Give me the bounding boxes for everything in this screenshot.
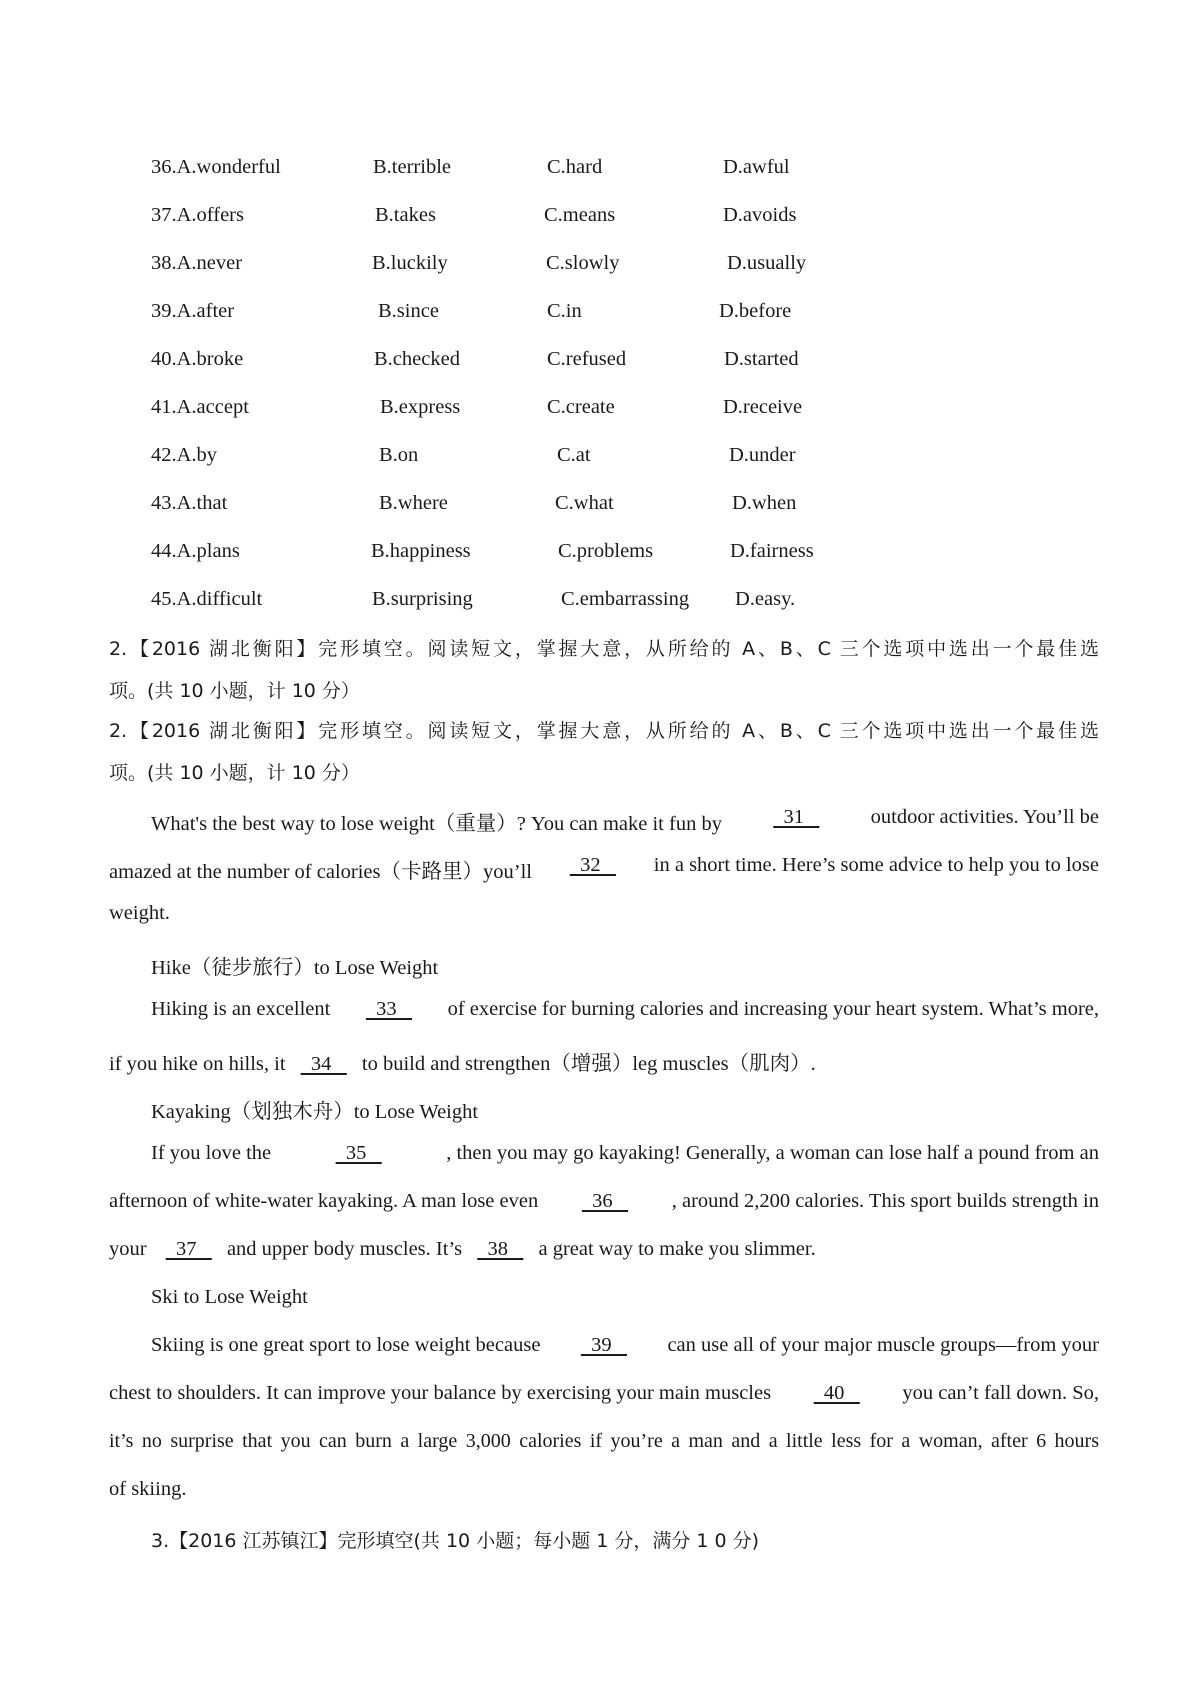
blank-32: 32 bbox=[569, 854, 616, 876]
option-b: B.on bbox=[379, 444, 419, 466]
option-c: C.in bbox=[547, 300, 582, 322]
passage-text: and upper body muscles. It’s bbox=[226, 1238, 463, 1260]
passage-p4-line3 bbox=[109, 1430, 1099, 1453]
option-b: B.terrible bbox=[373, 156, 451, 178]
option-row bbox=[151, 588, 1051, 614]
heading-ski-text: Ski to Lose Weight bbox=[151, 1286, 308, 1308]
passage-p1-line3 bbox=[109, 902, 170, 925]
passage-text: to build and strengthen（增强）leg muscles（肌肉）. bbox=[361, 1053, 816, 1075]
option-a: 38.A.never bbox=[151, 252, 243, 274]
option-b: B.happiness bbox=[371, 540, 471, 562]
passage-text: weight. bbox=[109, 902, 170, 924]
section2-header-line2 bbox=[109, 676, 360, 703]
option-a: 36.A.wonderful bbox=[151, 156, 281, 178]
option-d: D.started bbox=[724, 348, 799, 370]
option-d: D.when bbox=[732, 492, 797, 514]
option-d: D.under bbox=[729, 444, 796, 466]
passage-p4-line4 bbox=[109, 1478, 186, 1501]
option-row bbox=[151, 300, 1051, 326]
option-row bbox=[151, 540, 1051, 566]
option-c: C.embarrassing bbox=[561, 588, 690, 610]
passage-text: amazed at the number of calories（卡路里）you’ll bbox=[109, 861, 532, 883]
option-a: 41.A.accept bbox=[151, 396, 249, 418]
section2-header-repeat-text2: 项。(共 10 小题，计 10 分） bbox=[109, 762, 360, 784]
passage-text: afternoon of white-water kayaking. A man lose even bbox=[109, 1190, 539, 1212]
blank-33: 33 bbox=[365, 998, 413, 1020]
option-d: D.receive bbox=[723, 396, 803, 418]
passage-text: , then you may go kayaking! Generally, a woman can lose half a pound from an bbox=[446, 1142, 1099, 1164]
section2-header-repeat-line1 bbox=[109, 716, 1099, 743]
option-c: C.means bbox=[544, 204, 616, 226]
passage-text: Hiking is an excellent bbox=[151, 998, 331, 1020]
option-a: 43.A.that bbox=[151, 492, 228, 514]
passage-text: chest to shoulders. It can improve your balance by exercising your main muscles bbox=[109, 1382, 772, 1404]
option-d: D.before bbox=[719, 300, 792, 322]
passage-text: What's the best way to lose weight（重量）? You can make it fun by bbox=[151, 813, 722, 835]
option-b: B.since bbox=[378, 300, 439, 322]
passage-p1-line1 bbox=[151, 806, 1099, 836]
option-b: B.where bbox=[379, 492, 448, 514]
passage-p1-line2 bbox=[109, 854, 1099, 884]
section2-header-repeat-text: 2.【2016 湖北衡阳】完形填空。阅读短文，掌握大意，从所给的 A、B、C 三个选项中选出一个最佳选 bbox=[109, 720, 1099, 742]
passage-p3-line3 bbox=[109, 1238, 816, 1261]
blank-34: 34 bbox=[300, 1053, 347, 1075]
heading-kayaking-text: Kayaking（划独木舟）to Lose Weight bbox=[151, 1101, 479, 1123]
option-c: C.at bbox=[557, 444, 591, 466]
passage-text: you can’t fall down. So, bbox=[902, 1382, 1099, 1404]
heading-hike-text: Hike（徒步旅行）to Lose Weight bbox=[151, 957, 439, 979]
passage-text: can use all of your major muscle groups—from your bbox=[667, 1334, 1099, 1356]
option-a: 42.A.by bbox=[151, 444, 218, 466]
heading-hike bbox=[151, 950, 438, 980]
passage-text: of exercise for burning calories and increasing your heart system. What’s more, bbox=[447, 998, 1099, 1020]
section2-header-text: 2.【2016 湖北衡阳】完形填空。阅读短文，掌握大意，从所给的 A、B、C 三个选项中选出一个最佳选 bbox=[109, 638, 1099, 660]
blank-37: 37 bbox=[165, 1238, 212, 1260]
option-a: 44.A.plans bbox=[151, 540, 240, 562]
option-b: B.surprising bbox=[372, 588, 473, 610]
blank-38: 38 bbox=[477, 1238, 524, 1260]
heading-ski bbox=[151, 1286, 308, 1309]
option-d: D.easy. bbox=[735, 588, 796, 610]
option-a: 39.A.after bbox=[151, 300, 235, 322]
passage-p3-line2 bbox=[109, 1190, 1099, 1213]
blank-36: 36 bbox=[581, 1190, 629, 1212]
passage-text: outdoor activities. You’ll be bbox=[870, 806, 1099, 828]
section3-header-text: 3.【2016 江苏镇江】完形填空(共 10 小题；每小题 1 分，满分 1 0 分) bbox=[151, 1530, 760, 1552]
blank-40: 40 bbox=[813, 1382, 860, 1404]
blank-31: 31 bbox=[773, 806, 820, 828]
option-row bbox=[151, 252, 1051, 278]
option-b: B.takes bbox=[375, 204, 436, 226]
option-row bbox=[151, 348, 1051, 374]
option-c: C.hard bbox=[547, 156, 603, 178]
option-row bbox=[151, 156, 1051, 182]
passage-text: a great way to make you slimmer. bbox=[538, 1238, 816, 1260]
option-row bbox=[151, 492, 1051, 518]
option-row bbox=[151, 396, 1051, 422]
passage-text: it’s no surprise that you can burn a large 3,000 calories if you’re a man and a little less for a woman, after 6 hours bbox=[109, 1430, 1099, 1452]
passage-text: Skiing is one great sport to lose weight because bbox=[151, 1334, 541, 1356]
option-c: C.problems bbox=[558, 540, 654, 562]
blank-35: 35 bbox=[335, 1142, 382, 1164]
option-d: D.awful bbox=[723, 156, 790, 178]
passage-text: in a short time. Here’s some advice to help you to lose bbox=[653, 854, 1099, 876]
section3-header bbox=[151, 1526, 759, 1553]
option-c: C.slowly bbox=[546, 252, 620, 274]
section2-header-line1 bbox=[109, 634, 1099, 661]
option-c: C.refused bbox=[547, 348, 627, 370]
option-d: D.avoids bbox=[723, 204, 797, 226]
option-c: C.create bbox=[547, 396, 615, 418]
passage-p4-line1 bbox=[151, 1334, 1099, 1357]
option-a: 37.A.offers bbox=[151, 204, 244, 226]
option-d: D.fairness bbox=[730, 540, 814, 562]
passage-p4-line2 bbox=[109, 1382, 1099, 1405]
passage-text: If you love the bbox=[151, 1142, 272, 1164]
passage-text: , around 2,200 calories. This sport builds strength in bbox=[671, 1190, 1099, 1212]
option-row bbox=[151, 444, 1051, 470]
passage-p2-line1 bbox=[151, 998, 1099, 1021]
option-a: 45.A.difficult bbox=[151, 588, 263, 610]
option-a: 40.A.broke bbox=[151, 348, 244, 370]
passage-text: of skiing. bbox=[109, 1478, 187, 1500]
option-d: D.usually bbox=[727, 252, 807, 274]
passage-p2-line2 bbox=[109, 1046, 816, 1076]
option-b: B.express bbox=[380, 396, 461, 418]
blank-39: 39 bbox=[580, 1334, 627, 1356]
heading-kayaking bbox=[151, 1094, 478, 1124]
section2-header-text2: 项。(共 10 小题，计 10 分） bbox=[109, 680, 360, 702]
option-b: B.luckily bbox=[372, 252, 448, 274]
passage-text: if you hike on hills, it bbox=[109, 1053, 286, 1075]
section2-header-repeat-line2 bbox=[109, 758, 360, 785]
option-c: C.what bbox=[555, 492, 614, 514]
passage-text: your bbox=[109, 1238, 147, 1260]
option-b: B.checked bbox=[374, 348, 460, 370]
passage-p3-line1 bbox=[151, 1142, 1099, 1165]
option-row bbox=[151, 204, 1051, 230]
